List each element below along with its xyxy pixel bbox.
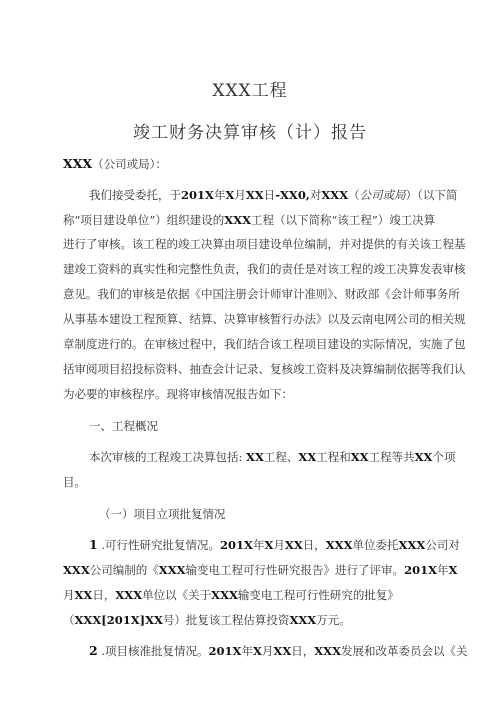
paragraph-line-4: 建竣工资料的真实性和完整性负责，我们的责任是对该工程的竣工决算发表审核 — [63, 262, 466, 276]
text: XX — [273, 644, 292, 658]
text: 号）批复该工程估算投资 — [162, 613, 290, 627]
text: X — [252, 644, 262, 658]
paragraph-line-11: 目。 — [63, 475, 86, 489]
text: 我们接受委托，于 — [89, 188, 181, 202]
text: 工程和 — [316, 450, 351, 464]
text: 对 — [309, 188, 322, 202]
text: XXX — [314, 644, 342, 658]
text: 个项 — [432, 450, 456, 464]
addressee-name: XXX — [63, 156, 93, 171]
item-number: 2 — [89, 643, 98, 658]
text: .可行性研究批复情况。 — [97, 538, 221, 552]
text: 年 — [241, 644, 253, 658]
text: 公司或局 — [359, 188, 406, 202]
paragraph-line-13 — [63, 562, 457, 578]
text: 工程、 — [263, 450, 299, 464]
text: XX — [74, 588, 93, 602]
text: XX — [245, 188, 264, 202]
text: X — [225, 188, 235, 202]
paragraph-line-15 — [63, 612, 351, 628]
text: XXX — [224, 213, 252, 227]
text: XXX — [63, 563, 90, 577]
paragraph-line-14 — [63, 587, 399, 603]
text: 年 — [213, 188, 226, 202]
addressee-suffix: （公司或局）： — [92, 157, 167, 171]
paragraph-line-12 — [89, 537, 460, 553]
paragraph-line-1 — [89, 187, 457, 203]
section-heading-1: 一、工程概况 — [89, 419, 158, 433]
text: 月 — [63, 588, 75, 602]
text: 称“项目建设单位”）组织建设的 — [63, 213, 225, 227]
text: XXX — [289, 613, 317, 627]
text: XXX — [115, 588, 143, 602]
text: XX — [414, 450, 433, 464]
paragraph-line-5: 意见。我们的审核是依据《中国注册会计师审计准则》、财政部《会计师事务所 — [63, 287, 460, 301]
text: 月 — [234, 188, 246, 202]
text: XX — [246, 450, 264, 464]
paragraph-line-7: 章制度进行的。在审核过程中，我们结合该工程项目建设的实际情况，实施了包 — [63, 337, 466, 351]
text: 201X — [208, 644, 242, 658]
text: 工程等共 — [368, 450, 415, 464]
text: 月 — [273, 538, 285, 552]
text: XXX — [321, 188, 349, 202]
paragraph-line-3: 进行了审核。该工程的竣工决算由项目建设单位编制，并对提供的有关该工程基 — [63, 237, 466, 251]
text: XX — [350, 450, 369, 464]
text: 输变电工程可行性研究报告》进行了评审。 — [185, 563, 405, 577]
text: XXX — [211, 588, 238, 602]
text: 公司对 — [425, 538, 460, 552]
paragraph-line-6: 从事基本建设工程预算、结算、决算审核暂行办法》以及云南电网公司的相关规 — [63, 312, 466, 326]
paragraph-line-2 — [63, 212, 435, 228]
text: 工程（以下简称“该工程”）竣工决算 — [251, 213, 436, 227]
text: （ — [63, 613, 75, 627]
text: XXX — [325, 538, 353, 552]
section-heading-2: （一）项目立项批复情况 — [99, 507, 226, 521]
text: 日， — [291, 644, 315, 658]
text: 日， — [92, 588, 116, 602]
text: 年 — [252, 538, 265, 552]
text: 201X — [220, 538, 253, 552]
text: XXX[201X]XX — [74, 613, 163, 627]
text: 本次审核的工程竣工决算包括: — [89, 450, 247, 464]
item-number: 1 — [89, 537, 98, 552]
text: 201X — [181, 188, 214, 202]
text: （ — [348, 188, 360, 202]
text: 公司编制的《 — [89, 563, 159, 577]
text: XXX — [398, 538, 426, 552]
text: X — [264, 538, 274, 552]
text: XXX — [158, 563, 186, 577]
text: 单位委托 — [352, 538, 399, 552]
text: 单位以《关于 — [142, 588, 212, 602]
text: -XX0, — [275, 188, 310, 202]
text: ）（以下简 — [405, 188, 458, 202]
text: X — [448, 563, 458, 577]
document-title: XXX工程 — [212, 81, 288, 101]
text: 日 — [263, 188, 276, 202]
text: XX — [284, 538, 303, 552]
paragraph-line-10 — [89, 449, 455, 465]
paragraph-line-9: 为必要的审核程序。现将审核情况报告如下： — [63, 387, 293, 401]
addressee-line — [63, 156, 167, 172]
text: 发展和改革委员会以《关 — [341, 644, 468, 658]
text: 日， — [302, 538, 326, 552]
paragraph-line-8: 括审阅项目招投标资料、抽查会计记录、复核竣工资料及决算编制依据等我们认 — [63, 362, 466, 376]
text: 万元。 — [316, 613, 351, 627]
text: 输变电工程可行性研究的批复》 — [237, 588, 399, 602]
paragraph-line-16 — [89, 643, 468, 659]
text: 月 — [261, 644, 274, 658]
text: 201X — [404, 563, 437, 577]
text: .项目核准批复情况。 — [97, 644, 209, 658]
text: XX — [298, 450, 317, 464]
text: 年 — [437, 563, 449, 577]
document-subtitle: 竣工财务决算审核（计）报告 — [133, 123, 367, 143]
